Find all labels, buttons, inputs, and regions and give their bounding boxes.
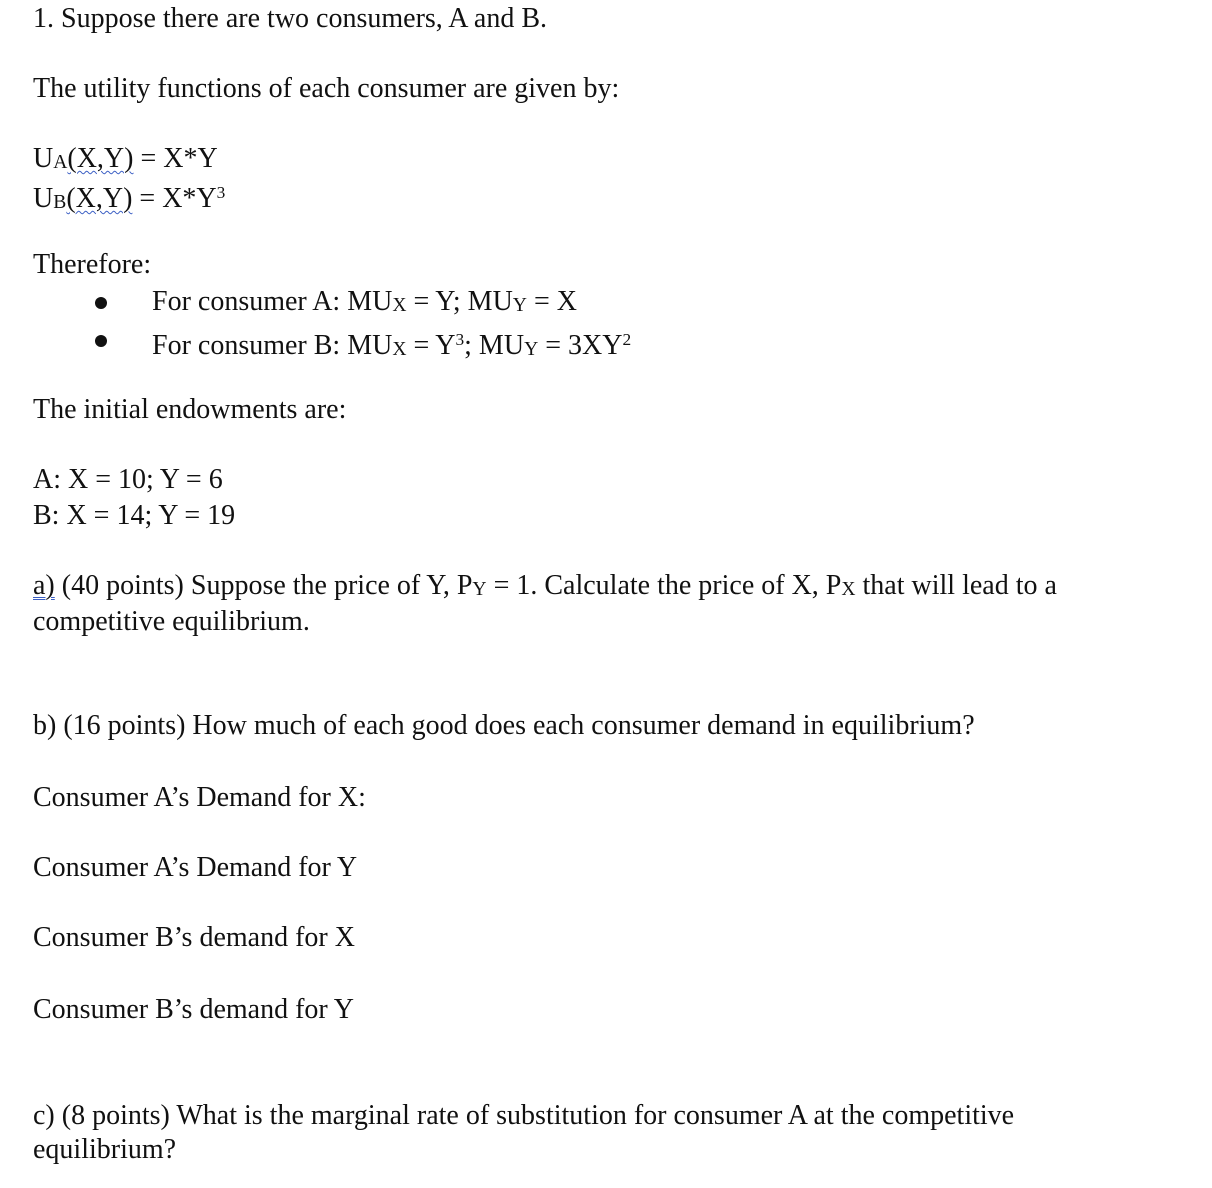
utility-b-args: (X,Y): [66, 183, 133, 214]
therefore-label: Therefore:: [33, 249, 152, 280]
utility-a-sub: A: [53, 152, 68, 173]
bullet-b-text: [152, 322, 631, 368]
bullet-a-mid: = Y; MU: [406, 286, 513, 317]
utility-b: [33, 175, 225, 221]
part-a-label: a): [33, 570, 55, 601]
bullet-a-pre: For consumer A: MU: [152, 286, 393, 317]
demand-b-y: Consumer B’s demand for Y: [33, 994, 354, 1025]
demand-a-y: Consumer A’s Demand for Y: [33, 852, 358, 883]
utility-a-rhs: = X*Y: [133, 143, 218, 174]
part-a-text1: (40 points) Suppose the price of Y, P: [54, 570, 473, 601]
utility-a-args: (X,Y): [67, 143, 134, 174]
part-c-line2: equilibrium?: [33, 1134, 177, 1165]
bullet-a-sub2: Y: [512, 295, 527, 316]
endowment-b: B: X = 14; Y = 19: [33, 500, 236, 531]
part-a-line1: [33, 568, 1057, 608]
utility-intro: The utility functions of each consumer are given by:: [33, 73, 620, 104]
bullet-a-end: = X: [526, 286, 577, 317]
part-a-text3: that will lead to a: [855, 570, 1057, 601]
demand-b-x: Consumer B’s demand for X: [33, 922, 355, 953]
bullet-b-sub1: X: [392, 339, 407, 360]
bullet-a-sub1: X: [392, 295, 407, 316]
endowment-a: A: X = 10; Y = 6: [33, 464, 223, 495]
endowment-intro: The initial endowments are:: [33, 394, 347, 425]
utility-a-u: U: [33, 143, 54, 174]
demand-a-x: Consumer A’s Demand for X:: [33, 782, 366, 813]
bullet-b-mid1: = Y: [406, 330, 456, 361]
bullet-a-dot: [95, 297, 107, 309]
bullet-b-dot: [95, 335, 107, 347]
part-b-question: b) (16 points) How much of each good does each consumer demand in equilibrium?: [33, 710, 975, 741]
bullet-b-mid2: ; MU: [464, 330, 525, 361]
bullet-b-sup1: 3: [455, 330, 465, 349]
part-a-sub1: Y: [472, 579, 487, 600]
bullet-a-text: [152, 284, 577, 324]
bullet-b-sup2: 2: [622, 330, 632, 349]
part-a-text2: = 1. Calculate the price of X, P: [486, 570, 842, 601]
utility-b-sup: 3: [216, 183, 226, 202]
part-c-line1: c) (8 points) What is the marginal rate of substitution for consumer A at the competitive: [33, 1100, 1015, 1131]
utility-b-u: U: [33, 183, 54, 214]
utility-b-rhs: = X*Y: [132, 183, 217, 214]
bullet-b-sub2: Y: [524, 339, 539, 360]
part-a-sub2: X: [841, 579, 856, 600]
bullet-b-pre: For consumer B: MU: [152, 330, 393, 361]
bullet-b-mid3: = 3XY: [538, 330, 623, 361]
part-a-line2: competitive equilibrium.: [33, 606, 310, 637]
question-title: 1. Suppose there are two consumers, A and B.: [33, 3, 548, 34]
utility-b-sub: B: [53, 192, 67, 213]
